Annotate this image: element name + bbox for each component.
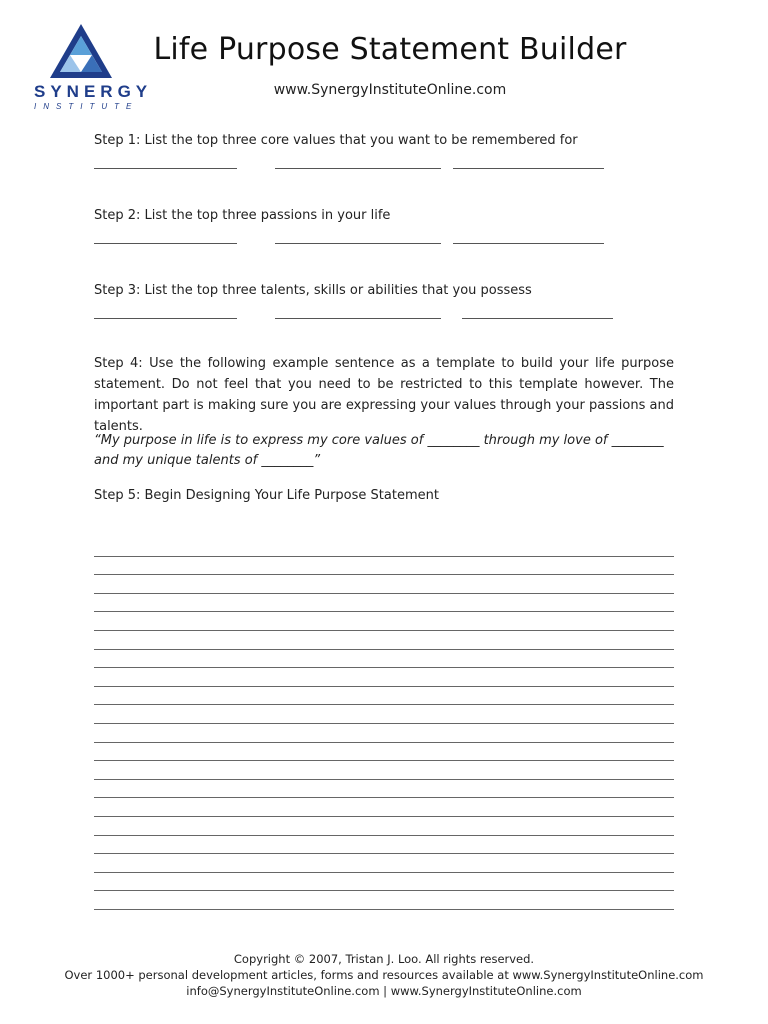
blank-line[interactable] — [453, 167, 604, 169]
writing-line[interactable] — [94, 724, 674, 743]
synergy-institute-logo — [28, 22, 153, 112]
writing-line[interactable] — [94, 836, 674, 855]
site-url: www.SynergyInstituteOnline.com — [273, 82, 507, 98]
blank-line[interactable] — [275, 317, 441, 319]
blank-line[interactable] — [275, 167, 441, 169]
writing-line[interactable] — [94, 798, 674, 817]
writing-line[interactable] — [94, 891, 674, 910]
writing-line[interactable] — [94, 817, 674, 836]
writing-line[interactable] — [94, 650, 674, 669]
writing-line[interactable] — [94, 743, 674, 762]
writing-line[interactable] — [94, 575, 674, 594]
footer-copyright: Copyright © 2007, Tristan J. Loo. All rights reserved. — [233, 952, 535, 966]
writing-line[interactable] — [94, 873, 674, 892]
footer-contact: info@SynergyInstituteOnline.com | www.SynergyInstituteOnline.com — [186, 984, 582, 998]
writing-line[interactable] — [94, 687, 674, 706]
blank-line[interactable] — [94, 317, 237, 319]
step-2-label: Step 2: List the top three passions in your life — [94, 208, 391, 223]
step-1-label: Step 1: List the top three core values that you want to be remembered for — [94, 133, 578, 148]
step-5-label: Step 5: Begin Designing Your Life Purpose Statement — [94, 488, 439, 503]
blank-line[interactable] — [94, 242, 237, 244]
writing-line[interactable] — [94, 780, 674, 799]
writing-line[interactable] — [94, 594, 674, 613]
writing-line[interactable] — [94, 631, 674, 650]
writing-line[interactable] — [94, 538, 674, 557]
logo-wordmark: SYNERGY — [34, 82, 153, 101]
logo-subtitle: INSTITUTE — [34, 102, 139, 111]
step-3-blanks — [94, 317, 654, 337]
step-4-instructions: Step 4: Use the following example sentence as a template to build your life purpose statement. Do not feel that you need to be restricted to this template however. The important part is making sure you are expressing your values through your passions and talents. — [94, 356, 674, 434]
writing-line[interactable] — [94, 557, 674, 576]
triangle-logo-icon — [48, 22, 114, 80]
example-sentence-line-2: and my unique talents of ________” — [94, 453, 321, 468]
writing-line[interactable] — [94, 612, 674, 631]
blank-line[interactable] — [94, 167, 237, 169]
page-title: Life Purpose Statement Builder — [153, 32, 627, 67]
blank-line[interactable] — [462, 317, 613, 319]
step-2-blanks — [94, 242, 654, 262]
writing-line[interactable] — [94, 854, 674, 873]
example-sentence-line-1: “My purpose in life is to express my core values of ________ through my love of ________ — [94, 433, 664, 448]
blank-line[interactable] — [453, 242, 604, 244]
writing-line[interactable] — [94, 705, 674, 724]
statement-writing-area[interactable] — [94, 538, 674, 910]
writing-line[interactable] — [94, 668, 674, 687]
blank-line[interactable] — [275, 242, 441, 244]
step-1-blanks — [94, 167, 654, 187]
step-3-label: Step 3: List the top three talents, skills or abilities that you possess — [94, 283, 532, 298]
writing-line[interactable] — [94, 761, 674, 780]
footer-resources: Over 1000+ personal development articles, forms and resources available at www.SynergyInstituteOnline.com — [64, 968, 704, 982]
